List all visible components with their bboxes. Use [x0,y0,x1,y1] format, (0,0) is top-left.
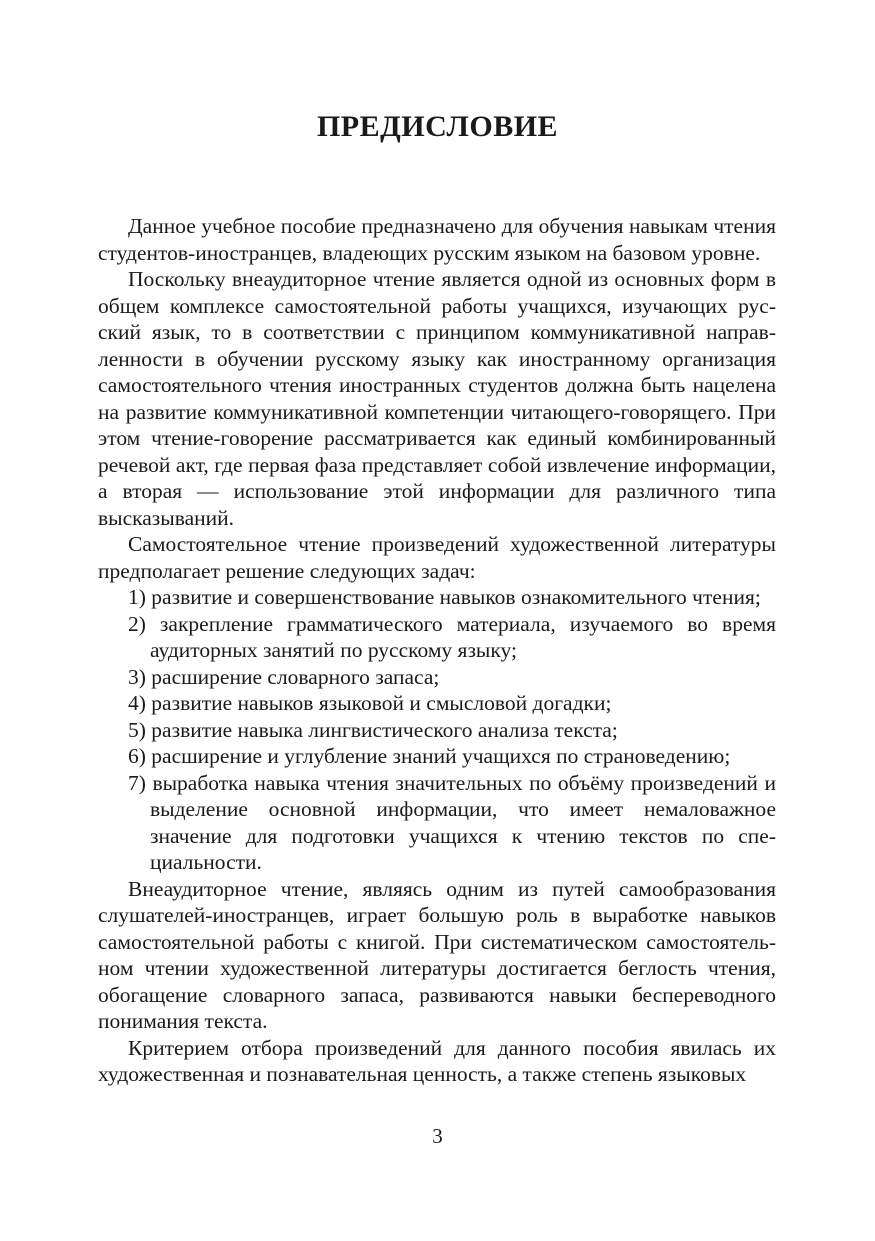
page-title: ПРЕДИСЛОВИЕ [316,110,559,143]
paragraph-intro: Данное учебное пособие предназначено для обучения навыкам чтения студентов-иностранцев, владеющих русским языком на базовом уровне. [98,214,776,265]
paragraph-extracurricular-reading: Поскольку внеаудиторное чтение является одной из основных форм в общем комплексе самостоятельной работы учащихся, изучающих русский язык, то в соответствии с принципом коммуникативной направленности в обучении русскому языку как иностранному организация самостоятельного чтения иностранных студентов должна быть нацелена на развитие коммуникативной компетенции читающего-говорящего. При этом чтение-говорение рассматривается как единый комбинированный речевой акт, где первая фаза представляет собой извлечение информации, а вторая — использование этой информации для различного типа высказываний. [98,267,776,530]
paragraph-self-education: Внеаудиторное чтение, являясь одним из путей самообразования слушателей-иностранцев, играет большую роль в выработке навыков самостоятельной работы с книгой. При систематическом самостоятельном чтении художественной литературы достигается беглость чтения, обогащение словарного запаса, развиваются навыки беспереводного понимания текста. [98,876,776,1033]
paragraph-selection-criteria: Критерием отбора произведений для данного пособия явилась их художественная и познавательная ценность, а также степень языковых [98,1035,776,1086]
list-item: 2) закрепление грамматического материала, изучаемого во время аудиторных занятий по русскому языку; [128,611,776,662]
page-number: 3 [432,1124,443,1148]
list-item: 3) расширение словарного запаса; [128,664,440,689]
page-body [98,213,776,1088]
list-item: 4) развитие навыков языковой и смысловой догадки; [128,691,612,715]
list-item: 6) расширение и углубление знаний учащихся по страноведению; [128,744,731,768]
list-item: 5) развитие навыка лингвистического анализа текста; [128,717,618,742]
paragraph-tasks-lead: Самостоятельное чтение произведений художественной литературы предполагает решение следующих задач: [98,532,776,583]
tasks-list [98,584,776,876]
list-item: 7) выработка навыка чтения значительных по объёму произведений и выделение основной информации, что имеет немаловажное значение для подготовки учащихся к чтению текстов по специальности. [128,770,776,874]
list-item: 1) развитие и совершенствование навыков ознакомительного чтения; [128,585,761,609]
